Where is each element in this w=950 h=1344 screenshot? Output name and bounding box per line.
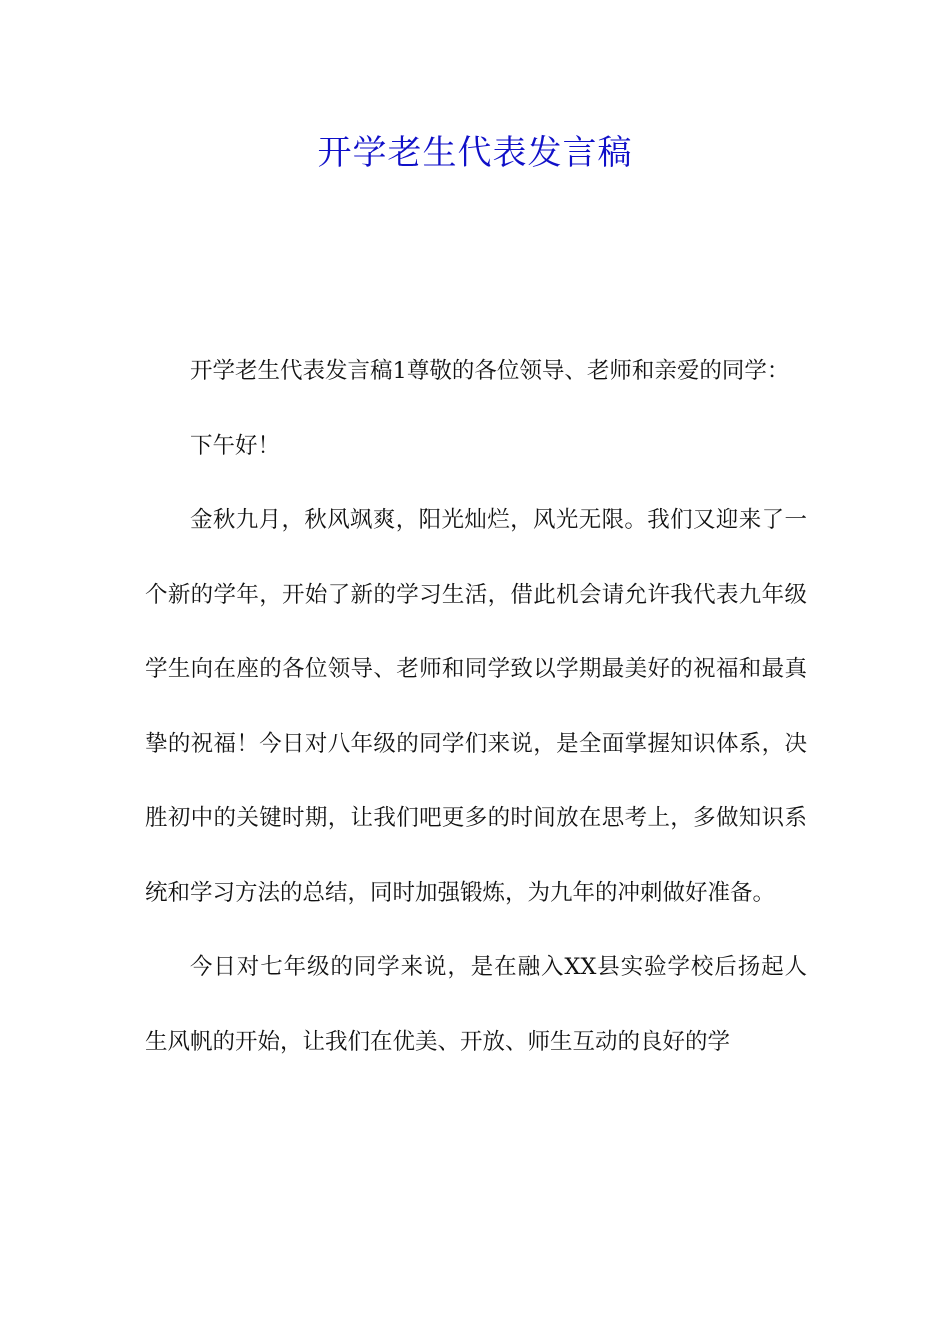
paragraph-salutation: 开学老生代表发言稿1尊敬的各位领导、老师和亲爱的同学：: [190, 358, 790, 384]
paragraph-main: 金秋九月，秋风飒爽，阳光灿烂，风光无限。我们又迎来了一个新的学年，开始了新的学习生活，借此机会请允许我代表九年级学生向在座的各位领导、老师和同学致以学期最美好的祝福和最真挚的祝福！今日对八年级的同学们来说，是全面掌握知识体系，决胜初中的关键时期，让我们吧更多的时间放在思考上，多做知识系统和学习方法的总结，同时加强锻炼，为九年的冲刺做好准备。: [145, 507, 807, 906]
paragraph-grade-seven: 今日对七年级的同学来说，是在融入XX县实验学校后扬起人生风帆的开始，让我们在优美、开放、师生互动的良好的学: [145, 954, 807, 1055]
paragraph-greeting: 下午好！: [190, 432, 281, 459]
document-title: 开学老生代表发言稿: [317, 133, 633, 173]
document-body: [145, 334, 807, 1079]
